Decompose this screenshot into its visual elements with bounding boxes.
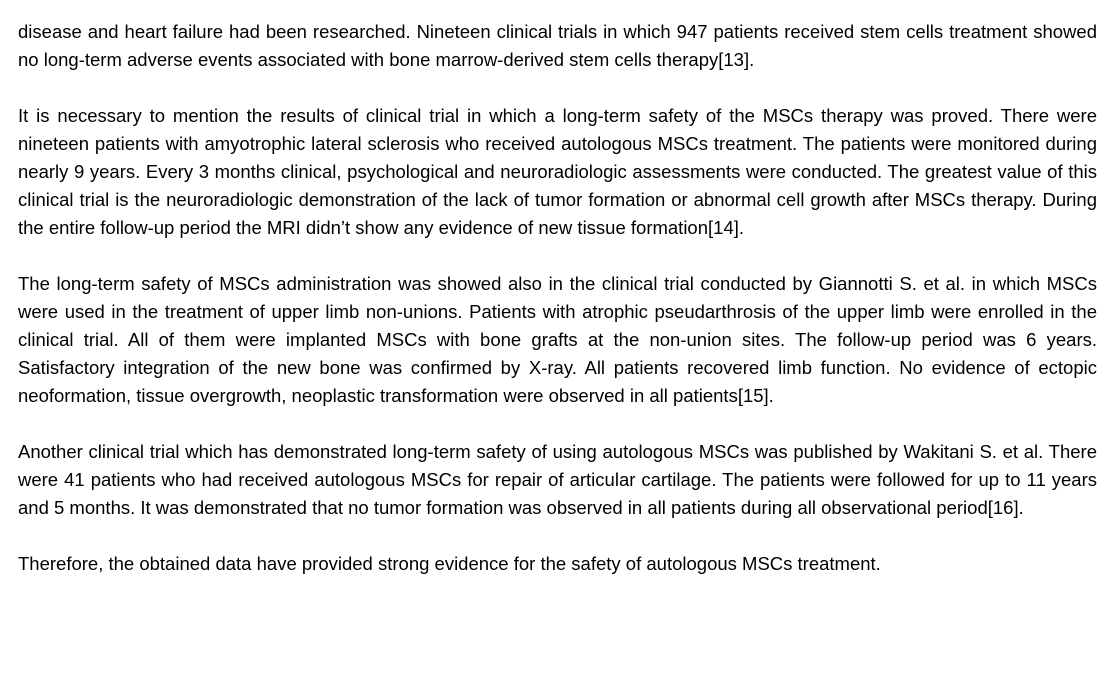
paragraph-conclusion: Therefore, the obtained data have provided strong evidence for the safety of autologous MSCs treatment.	[18, 553, 881, 574]
paragraph-giannotti-trial: The long-term safety of MSCs administration was showed also in the clinical trial conducted by Giannotti S. et al. in which MSCs were used in the treatment of upper limb non-unions. Patients with atrophic pseudarthrosis of the upper limb were enrolled in the clinical trial. All of them were implanted MSCs with bone grafts at the non-union sites. The follow-up period was 6 years. Satisfactory integration of the new bone was confirmed by X-ray. All patients recovered limb function. No evidence of ectopic neoformation, tissue overgrowth, neoplastic transformation were observed in all patients[15].	[18, 273, 1097, 406]
document-body	[18, 18, 1097, 578]
paragraph-stem-cell-trials: disease and heart failure had been researched. Nineteen clinical trials in which 947 patients received stem cells treatment showed no long-term adverse events associated with bone marrow-derived stem cells therapy[13].	[18, 21, 1097, 70]
paragraph-als-trial: It is necessary to mention the results of clinical trial in which a long-term safety of the MSCs therapy was proved. There were nineteen patients with amyotrophic lateral sclerosis who received autologous MSCs treatment. The patients were monitored during nearly 9 years. Every 3 months clinical, psychological and neuroradiologic assessments were conducted. The greatest value of this clinical trial is the neuroradiologic demonstration of the lack of tumor formation or abnormal cell growth after MSCs therapy. During the entire follow-up period the MRI didn’t show any evidence of new tissue formation[14].	[18, 105, 1097, 238]
paragraph-wakitani-trial: Another clinical trial which has demonstrated long-term safety of using autologous MSCs was published by Wakitani S. et al. There were 41 patients who had received autologous MSCs for repair of articular cartilage. The patients were followed for up to 11 years and 5 months. It was demonstrated that no tumor formation was observed in all patients during all observational period[16].	[18, 441, 1097, 518]
